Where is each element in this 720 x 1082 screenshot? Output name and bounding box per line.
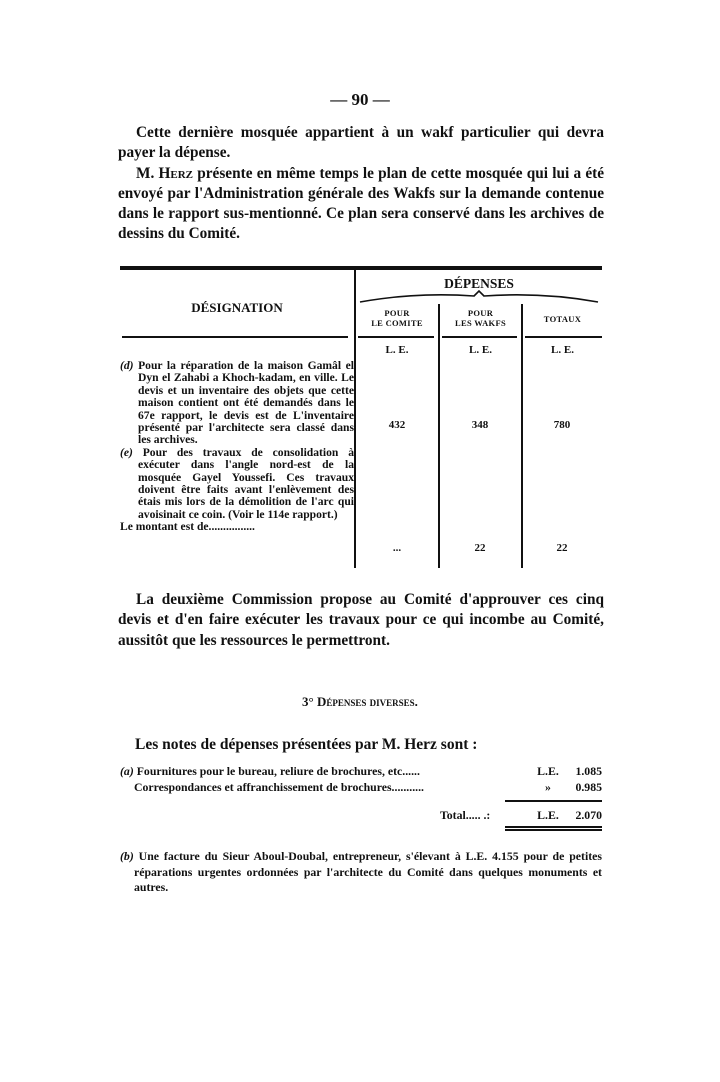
row-e-comite: ...: [392, 542, 402, 554]
row-e-totaux: 22: [556, 542, 568, 554]
col-header-wakfs-line2: LES WAKFS: [455, 318, 506, 328]
total-double-rule-2: [505, 829, 602, 831]
wakfs-header-rule: [442, 336, 517, 338]
expense-total: [120, 808, 602, 824]
row-e-description: Pour des travaux de consolidation à exécuter dans l'angle nord-est de la mosquée Gayel Youssefi. Ces travaux doivent être faits avant l'enlèvement des étais mis lors de la démolition de l'arc qui avoisinait ce coin. (Voir le 114e rapport.): [138, 445, 354, 521]
row-d-totaux: 780: [553, 419, 571, 431]
col-header-wakfs-line1: POUR: [467, 308, 494, 318]
page-number: — 90 —: [330, 90, 390, 109]
expense-b: [120, 849, 602, 896]
conclusion-paragraph: La deuxième Commission propose au Comité d'approuver ces cinq devis et d'en faire exécuter les travaux pour ce qui incombe au Comité, aussitôt que les ressources le permettront.: [118, 591, 604, 649]
expense-b-paragraph: [120, 849, 602, 896]
currency-comite: L. E.: [385, 344, 409, 356]
intro-paragraph-2: [118, 164, 604, 245]
conclusion-text: [118, 590, 604, 651]
col-header-wakfs: [440, 308, 521, 328]
table-row-e-text: [120, 447, 354, 521]
intro-text: [118, 123, 604, 245]
expense-line-2-text: Correspondances et affranchissement de brochures...........: [134, 780, 424, 794]
notes-intro: Les notes de dépenses présentées par M. Herz sont :: [135, 736, 478, 753]
section-title-text: Dépenses diverses.: [317, 694, 418, 709]
expense-line-1-currency: L.E.: [537, 764, 559, 778]
expenses-table: [120, 266, 602, 568]
expense-b-label: (b): [120, 849, 134, 863]
expense-line-1-label: [120, 764, 420, 780]
totaux-header-rule: [525, 336, 602, 338]
expense-line-1: [120, 764, 602, 780]
col-header-comite-line2: LE COMITE: [371, 318, 423, 328]
row-e-wakfs: 22: [474, 542, 486, 554]
table-row-d-text: [120, 360, 354, 447]
depenses-header: DÉPENSES: [444, 276, 514, 291]
expense-line-2-amount: 0.985: [575, 780, 602, 794]
expense-total-label: Total..... .:: [440, 808, 491, 822]
row-e-amount-line: Le montant est de................: [120, 520, 255, 534]
comite-header-rule: [358, 336, 434, 338]
section-title: [0, 694, 720, 710]
expense-total-amount: 2.070: [575, 808, 602, 822]
intro-paragraph-1: Cette dernière mosquée appartient à un wakf particulier qui devra payer la dépense.: [118, 124, 604, 162]
designation-body: [120, 360, 354, 534]
expense-b-text: Une facture du Sieur Aboul-Doubal, entrepreneur, s'élevant à L.E. 4.155 pour de petites réparations urgentes ordonnées par l'architecte du Comité dans quelques monuments et autres.: [134, 849, 602, 894]
table-top-rule: [120, 266, 602, 270]
col-header-comite: [356, 308, 438, 328]
row-d-wakfs: 348: [471, 419, 489, 431]
section-number: 3°: [302, 694, 314, 709]
currency-totaux: L. E.: [551, 344, 574, 356]
intro-paragraph-2-text: présente en même temps le plan de cette mosquée qui lui a été envoyé par l'Administration générale des Wakfs sur la demande contenue dans le rapport sus-mentionné. Ce plan sera conservé dans les archives de dessins du Comité.: [118, 164, 605, 243]
intro-prefix: M.: [136, 164, 159, 182]
row-d-description: Pour la réparation de la maison Gamâl el Dyn el Zahabi a Khoch-kadam, en ville. Le devis et un inventaire des objets que cette maison contient ont été demandés dans le 67e rapport, le devis est de L'inventaire présenté par l'architecte sera classé dans les archives.: [138, 359, 354, 447]
row-e-label: (e): [120, 445, 133, 459]
row-d-label: (d): [120, 359, 134, 372]
person-name: Herz: [158, 164, 194, 182]
expense-a-label: (a): [120, 764, 134, 778]
total-double-rule-1: [505, 826, 602, 828]
expense-line-2: [120, 780, 602, 796]
row-d-comite: 432: [388, 419, 406, 431]
expense-line-1-amount: 1.085: [575, 764, 602, 778]
expense-line-2-currency: »: [545, 780, 551, 794]
designation-header: DÉSIGNATION: [191, 300, 283, 315]
subtotal-rule: [505, 800, 602, 802]
header-brace: [356, 290, 602, 306]
currency-wakfs: L. E.: [469, 344, 492, 356]
expense-total-currency: L.E.: [537, 808, 559, 822]
designation-header-rule: [122, 336, 348, 338]
expense-line-1-text: Fournitures pour le bureau, reliure de brochures, etc......: [136, 764, 420, 778]
col-header-comite-line1: POUR: [384, 308, 410, 318]
col-header-totaux: TOTAUX: [543, 314, 582, 324]
